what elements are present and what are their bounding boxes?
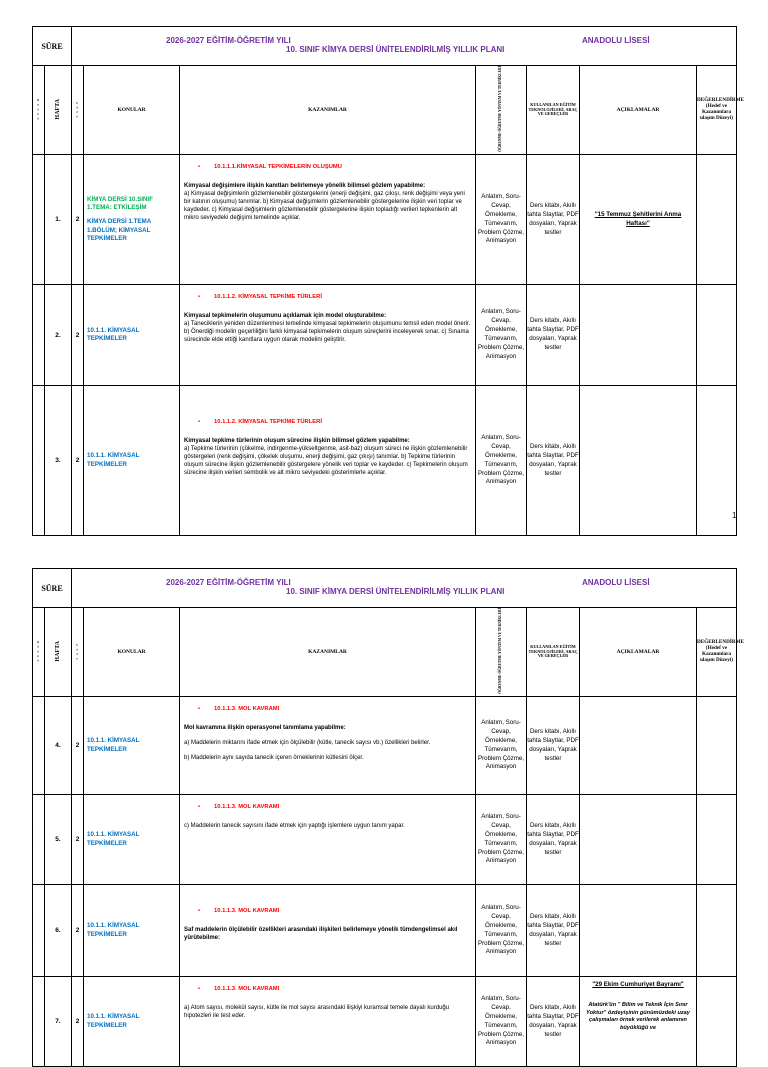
month-cell: · · · · · ·	[33, 386, 45, 536]
col-aciklamalar: AÇIKLAMALAR	[580, 66, 697, 155]
degerlendirme-cell	[697, 155, 737, 285]
aciklama-text: "15 Temmuz Şehitlerini Anma Haftası"	[594, 210, 682, 227]
kazanim-text-b: b) Maddelerin aynı sayıda tanecik içeren örneklerinin kütlesini ölçer.	[184, 755, 364, 762]
konu-cell: 10.1.1. KİMYASAL TEPKİMELER	[84, 795, 180, 885]
month-cell: · · · · · ·	[33, 795, 45, 885]
saat-number: 2	[72, 977, 84, 1067]
araclar-cell: Ders kitabı, Akıllı tahta Slaytlar, PDF dosyaları, Yaprak testler	[527, 795, 580, 885]
araclar-cell: Ders kitabı, Akıllı tahta Slaytlar, PDF dosyaları, Yaprak testler	[527, 697, 580, 795]
kazanim-subtitle: • 10.1.1.2. KİMYASAL TEPKİME TÜRLERİ	[198, 419, 471, 427]
table-row	[33, 285, 737, 386]
col-saat: S A A T	[72, 608, 84, 697]
saat-number: 2	[72, 386, 84, 536]
hafta-number: 7.	[45, 977, 72, 1067]
month-cell: · · · · · ·	[33, 155, 45, 285]
kazanim-text: a) Atom sayısı, molekül sayısı, kütle ile mol sayısı arasındaki ilişkiyi kuramsal temele dayalı kurduğu hipotezleri ile test eder.	[184, 1004, 450, 1019]
konu-cell: 10.1.1. KİMYASAL TEPKİMELER	[84, 697, 180, 795]
degerlendirme-cell	[697, 885, 737, 977]
kazanim-subtitle: • 10.1.1.2. KİMYASAL TEPKİME TÜRLERİ	[198, 294, 471, 302]
title-cell	[72, 27, 737, 66]
kazanim-text: c) Maddelerin tanecik sayısını ifade etmek için yaptığı işlemlere uygun tanım yapar.	[184, 822, 405, 829]
col-konular: KONULAR	[84, 608, 180, 697]
plan-page-1	[32, 26, 744, 536]
kazanim-cell	[180, 386, 476, 536]
plan-page-2	[32, 568, 744, 1067]
col-ay: A Y L A R	[33, 608, 45, 697]
plan-table-2	[32, 568, 744, 1067]
hafta-number: 3.	[45, 386, 72, 536]
kazanim-subtitle: • 10.1.1.3. MOL KAVRAMI	[198, 804, 471, 812]
col-hafta: HAFTA	[45, 66, 72, 155]
saat-number: 2	[72, 155, 84, 285]
table-row	[33, 697, 737, 795]
hafta-number: 4.	[45, 697, 72, 795]
saat-number: 2	[72, 697, 84, 795]
yontem-cell: Anlatım, Soru-Cevap, Örnekleme, Tümevarım, Problem Çözme, Animasyon	[476, 795, 527, 885]
konu-cell	[84, 155, 180, 285]
kazanim-cell	[180, 285, 476, 386]
col-kazanimlar: KAZANIMLAR	[180, 608, 476, 697]
table-row	[33, 977, 737, 1067]
kazanim-cell	[180, 795, 476, 885]
col-araclar: KULLANILAN EĞİTİM TEKNOLOJİLERİ, ARAÇ VE GEREÇLER	[527, 66, 580, 155]
yontem-cell: Anlatım, Soru-Cevap, Örnekleme, Tümevarım, Problem Çözme, Animasyon	[476, 885, 527, 977]
kazanim-subtitle: • 10.1.1.3. MOL KAVRAMI	[198, 706, 471, 714]
school-name: ANADOLU LİSESİ	[582, 36, 650, 45]
degerlendirme-cell	[697, 697, 737, 795]
aciklama-cell	[580, 697, 697, 795]
aciklama-cell	[580, 795, 697, 885]
plan-table-1	[32, 26, 744, 536]
araclar-cell: Ders kitabı, Akıllı tahta Slaytlar, PDF dosyaları, Yaprak testler	[527, 386, 580, 536]
table-row	[33, 795, 737, 885]
col-ay: A Y L A R	[33, 66, 45, 155]
araclar-cell: Ders kitabı, Akıllı tahta Slaytlar, PDF dosyaları, Yaprak testler	[527, 285, 580, 386]
degerlendirme-cell	[697, 285, 737, 386]
month-cell: · · · · · ·	[33, 697, 45, 795]
kazanim-heading: Saf maddelerin ölçülebilir özellikleri arasındaki ilişkileri belirlemeye yönelik tümdengelimsel akıl yürütebilme:	[184, 926, 458, 941]
saat-number: 2	[72, 795, 84, 885]
araclar-cell: Ders kitabı, Akıllı tahta Slaytlar, PDF dosyaları, Yaprak testler	[527, 977, 580, 1067]
col-aciklamalar: AÇIKLAMALAR	[580, 608, 697, 697]
aciklama-cell	[580, 285, 697, 386]
konu-cell: 10.1.1. KİMYASAL TEPKİMELER	[84, 285, 180, 386]
saat-number: 2	[72, 285, 84, 386]
kazanim-cell	[180, 885, 476, 977]
table-row	[33, 155, 737, 285]
konu-cell: 10.1.1. KİMYASAL TEPKİMELER	[84, 885, 180, 977]
month-cell: · · · · · ·	[33, 977, 45, 1067]
degerlendirme-cell	[697, 386, 737, 536]
aciklama-cell	[580, 885, 697, 977]
kazanim-text: a) Taneciklerin yeniden düzenlenmesi temelinde kimyasal tepkimelerin oluşumunu temsil eden model önerir. b) Önerdiği modelin geçerliliğini farklı kimyasal tepkimelerin oluşum süreçlerini inceleyerek sınar. c) Sınama sürecinde elde ettiği kanıtlara uygun olarak modelini geliştirir.	[184, 320, 471, 344]
aciklama-note: Atatürk'ün " Bilim ve Teknik İçin Sınır Yoktur" özdeyişinin günümüzdeki uzay çalışmaları örnek verilerek anlamının büyüklüğü ve	[586, 1001, 690, 1032]
month-cell: · · · · · ·	[33, 285, 45, 386]
kazanim-subtitle: • 10.1.1.1.KİMYASAL TEPKİMELERİN OLUŞUMU	[198, 164, 471, 172]
aciklama-cell	[580, 977, 697, 1067]
col-degerlendirme: DEĞERLENDİRME (Hedef ve Kazanımlara ulaşım Düzeyi)	[697, 66, 737, 155]
page-number: 1	[732, 511, 737, 520]
konu-tema: KİMYA DERSİ 10.SINIF 1.TEMA: ETKİLEŞİM	[87, 196, 153, 212]
aciklama-cell	[580, 386, 697, 536]
yontem-cell: Anlatım, Soru-Cevap, Örnekleme, Tümevarım, Problem Çözme, Animasyon	[476, 697, 527, 795]
month-cell: · · · · · ·	[33, 885, 45, 977]
aciklama-text: "29 Ekim Cumhuriyet Bayramı"	[592, 981, 684, 989]
aciklama-cell	[580, 155, 697, 285]
table-row	[33, 386, 737, 536]
school-name: ANADOLU LİSESİ	[582, 578, 650, 587]
konu-cell: 10.1.1. KİMYASAL TEPKİMELER	[84, 977, 180, 1067]
kazanim-cell	[180, 697, 476, 795]
col-yontem: ÖĞRENME-ÖĞRETME YÖNTEM VE TEKNİKLERİ	[476, 66, 527, 155]
col-kazanimlar: KAZANIMLAR	[180, 66, 476, 155]
hafta-number: 1.	[45, 155, 72, 285]
table-row	[33, 885, 737, 977]
yontem-cell: Anlatım, Soru-Cevap, Örnekleme, Tümevarım, Problem Çözme, Animasyon	[476, 285, 527, 386]
kazanim-heading: Mol kavramına ilişkin operasyonel tanımlama yapabilme:	[184, 724, 346, 731]
year-title: 2026-2027 EĞİTİM-ÖĞRETİM YILI	[166, 36, 291, 45]
kazanim-text: a) Kimyasal değişimlerin gözlemlenebilir göstergelerini (enerji değişimi, gaz çıkışı, renk değişimi veya yeni bir katının oluşumu) tanımlar. b) Kimyasal değişimlerin gözlemlenebilir göstergelerine ilişkin veri toplar ve kaydeder. c) Kimyasal değişimlerin gözlemlenebilir göstergelerine ilişkin topladığı verileri tepkenlerin alt mikro seviyedeki değişimi temelinde açıklar.	[184, 190, 465, 222]
col-saat: S A A T	[72, 66, 84, 155]
kazanim-cell	[180, 977, 476, 1067]
plan-title: 10. SINIF KİMYA DERSİ ÜNİTELENDİRİLMİŞ YILLIK PLANI	[286, 587, 505, 596]
col-konular: KONULAR	[84, 66, 180, 155]
yontem-cell: Anlatım, Soru-Cevap, Örnekleme, Tümevarım, Problem Çözme, Animasyon	[476, 977, 527, 1067]
col-degerlendirme: DEĞERLENDİRME (Hedef ve Kazanımlara ulaşım Düzeyi)	[697, 608, 737, 697]
col-araclar: KULLANILAN EĞİTİM TEKNOLOJİLERİ, ARAÇ VE GEREÇLER	[527, 608, 580, 697]
kazanim-text-a: a) Maddelerin miktarını ifade etmek için ölçülebilir (kütle, tanecik sayısı vb.) özellikleri belirler.	[184, 739, 431, 746]
yontem-cell: Anlatım, Soru-Cevap, Örnekleme, Tümevarım, Problem Çözme, Animasyon	[476, 155, 527, 285]
degerlendirme-cell	[697, 977, 737, 1067]
kazanim-text: a) Tepkime türlerinin (çökelme, indirgenme-yükseltgenme, asit-baz) oluşum süreci ne ilişkin gözlemlenebilir göstergeleri (renk değişimi, çökelek oluşumu, enerji değişimi, gaz çıkışı) tanımlar. b) Tepkime türlerinin oluşum sürecine ilişkin gözlemlenebilir göstergelere yönelik veri toplar ve kaydeder. c) Tepkimelerin oluşum sürecine ilişkin verileri sembolik ve alt mikro seviyedeki gösterimlerle açıklar.	[184, 445, 468, 477]
hafta-number: 6.	[45, 885, 72, 977]
hafta-number: 2.	[45, 285, 72, 386]
araclar-cell: Ders kitabı, Akıllı tahta Slaytlar, PDF dosyaları, Yaprak testler	[527, 155, 580, 285]
plan-title: 10. SINIF KİMYA DERSİ ÜNİTELENDİRİLMİŞ YILLIK PLANI	[286, 45, 505, 54]
col-hafta: HAFTA	[45, 608, 72, 697]
araclar-cell: Ders kitabı, Akıllı tahta Slaytlar, PDF dosyaları, Yaprak testler	[527, 885, 580, 977]
col-yontem: ÖĞRENME-ÖĞRETME YÖNTEM VE TEKNİKLERİ	[476, 608, 527, 697]
kazanim-subtitle: • 10.1.1.3. MOL KAVRAMI	[198, 908, 471, 916]
hafta-number: 5.	[45, 795, 72, 885]
sure-label: SÜRE	[33, 569, 72, 608]
konu-cell: 10.1.1. KİMYASAL TEPKİMELER	[84, 386, 180, 536]
title-cell	[72, 569, 737, 608]
year-title: 2026-2027 EĞİTİM-ÖĞRETİM YILI	[166, 578, 291, 587]
saat-number: 2	[72, 885, 84, 977]
sure-label: SÜRE	[33, 27, 72, 66]
kazanim-cell	[180, 155, 476, 285]
kazanim-heading: Kimyasal değişimlere ilişkin kanıtları belirlemeye yönelik bilimsel gözlem yapabilme:	[184, 182, 426, 189]
degerlendirme-cell	[697, 795, 737, 885]
kazanim-heading: Kimyasal tepkime türlerinin oluşum sürecine ilişkin bilimsel gözlem yapabilme:	[184, 437, 410, 444]
kazanim-subtitle: • 10.1.1.3. MOL KAVRAMI	[198, 986, 471, 994]
konu-bolum: KİMYA DERSİ 1.TEMA 1.BÖLÜM; KİMYASAL TEPKİMELER	[87, 218, 151, 242]
kazanim-heading: Kimyasal tepkimelerin oluşumunu açıklamak için model oluşturabilme:	[184, 312, 387, 319]
yontem-cell: Anlatım, Soru-Cevap, Örnekleme, Tümevarım, Problem Çözme, Animasyon	[476, 386, 527, 536]
